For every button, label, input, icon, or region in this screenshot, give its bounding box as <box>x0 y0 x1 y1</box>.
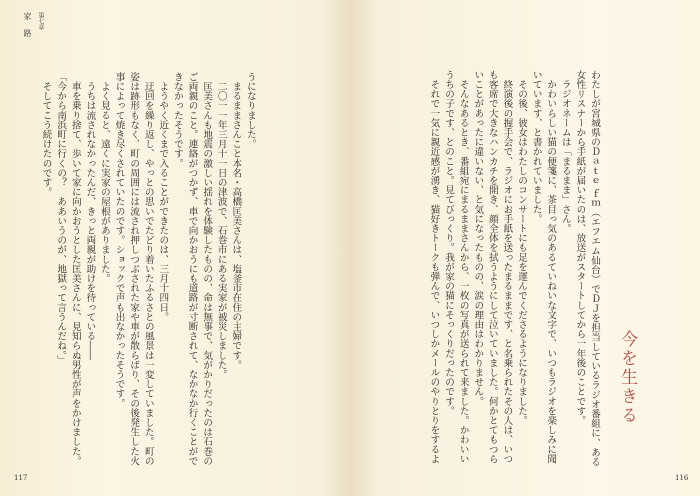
text-line: よく見ると、遠くに実家の屋根がありました。 <box>98 72 110 284</box>
text-line: その後、彼女はわたしのコンサートにも足を運んでくださるようになりました。 <box>516 70 528 426</box>
text-line: そんなあるとき、番組宛にまるままさんから、一枚の写真が送られて来ました。かわいい <box>457 70 469 464</box>
text-line: 「今から南浜町に行くの？ ああいうのが、地獄って言うんだね。」 <box>55 72 67 365</box>
text-line: ご両親のこと。連絡がつかず、車で向かおうにも道路が寸断されて、なかなか行くことがで <box>186 72 198 466</box>
text-line: ラジオネームは「まるまま」さん。 <box>559 70 571 234</box>
text-line: 車を乗り捨て、歩いて家に向かおうとした匡美さんに、見知らぬ男性が声をかけました。 <box>69 72 81 466</box>
text-line: 匡美さんも地震の激しい揺れを体験したものの、命は無事で、気がかりだったのは石巻の <box>201 72 213 466</box>
text-line: かわいらしい猫の便箋に、茶目っ気のあるていねいな文字で、いつもラジオを楽しみに聞 <box>545 70 557 464</box>
text-line: そしてこう続けたのです。 <box>40 72 52 197</box>
right-page-body <box>426 70 601 467</box>
text-line: うちの子です、とのこと。見てびっくり。我が家の猫にそっくりだったのです。 <box>443 70 455 416</box>
text-line: うになりました。 <box>244 72 256 149</box>
section-title: 今を生きる <box>617 330 637 425</box>
text-line: 女性リスナーから手紙が届いたのは、放送がスタートしてから一年後のことです。 <box>574 70 586 426</box>
text-line: わたしが宮城県のＤａｔｅ ｆｍ（エフエム仙台）でＤＪを担当しているラジオ番組に、ある <box>589 70 600 467</box>
text-line: いことがあったに違いない、と気になったものの、涙の理由はわかりません。 <box>472 70 484 406</box>
text-line: まるままさんこと本名・高橋匡美さんは、塩釜市在住の主婦です。 <box>230 72 242 370</box>
left-page-body <box>38 72 257 466</box>
text-line: 事によって焼き尽くされていたのです。ショックで声も出なかったそうです。 <box>113 72 125 408</box>
page-number-right: 116 <box>675 474 689 482</box>
text-line: いています、と書かれていました。 <box>530 70 542 224</box>
text-line: それで一気に親近感が湧き、猫好きトークも弾んで、いつしかメールのやりとりをするよ <box>428 70 440 464</box>
text-line: も客席で大きなハンカチを開き、顔全体を拭うようにして泣いていました。何かとてもつら <box>486 70 498 464</box>
text-line: 迂回を繰り返し、やっとの思いでたどり着いたふるさとの風景は一変していました。町の <box>142 72 154 466</box>
text-line: ようやく近くまで入ることができたのは、三月十四日。 <box>157 72 169 322</box>
text-line: 姿は跡形もなく、町の周囲には流され押しつぶされた家や車が散らばり、その後発生した火 <box>128 72 140 466</box>
text-line: きなかったそうです。 <box>171 72 183 168</box>
text-line: うちは流されなかったんだ、きっと両親が助けを待っている―― <box>84 72 96 360</box>
text-line: 二〇一一年三月十一日の津波で、石巻市にある実家が被災しました。 <box>215 72 227 380</box>
chapter-number: 第七章 <box>37 12 44 30</box>
page-number-left: 117 <box>14 474 28 482</box>
text-line: 終演後の握手会で、ラジオにお手紙を送ったまるままです、と名乗られたその人は、いつ <box>501 70 513 464</box>
chapter-title: 家路 <box>23 12 32 46</box>
